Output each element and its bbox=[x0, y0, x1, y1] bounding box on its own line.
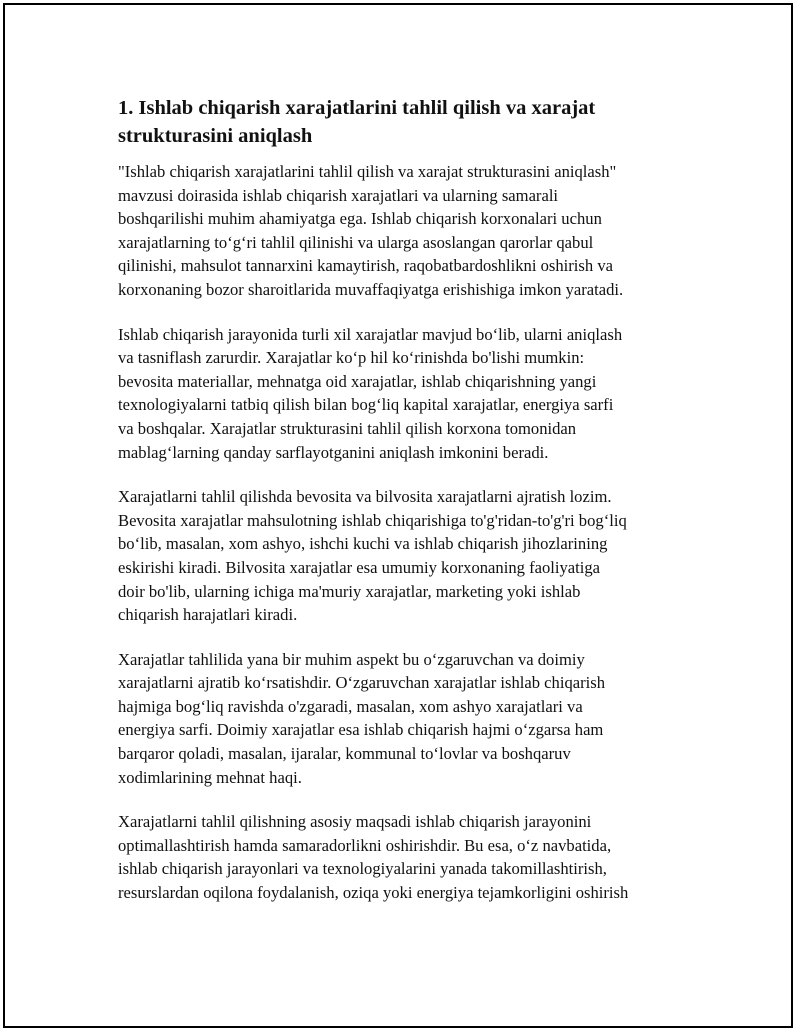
text-line: eskirishi kiradi. Bilvosita xarajatlar esa umumiy korxonaning faoliyatiga bbox=[118, 557, 601, 577]
text-line: bevosita materiallar, mehnatga oid xarajatlar, ishlab chiqarishning yangi bbox=[118, 371, 597, 391]
paragraph-1 bbox=[118, 160, 693, 302]
text-line: mavzusi doirasida ishlab chiqarish xarajatlari va ularning samarali bbox=[118, 185, 559, 205]
paragraph-2 bbox=[118, 323, 693, 465]
text-line: qilinishi, mahsulot tannarxini kamaytirish, raqobatbardoshlikni oshirish va bbox=[118, 256, 613, 276]
text-line: Xarajatlarni tahlil qilishda bevosita va bilvosita xarajatlarni ajratish lozim. bbox=[118, 487, 612, 507]
document-body bbox=[118, 94, 693, 926]
text-line: Xarajatlarni tahlil qilishning asosiy maqsadi ishlab chiqarish jarayonini bbox=[118, 812, 592, 832]
paragraph-3 bbox=[118, 485, 693, 627]
text-line: doir bo'lib, ularning ichiga ma'muriy xarajatlar, marketing yoki ishlab bbox=[118, 581, 581, 601]
text-line: Bevosita xarajatlar mahsulotning ishlab chiqarishiga to'g'ridan-to'g'ri bog‘liq bbox=[118, 510, 627, 530]
text-line: barqaror qoladi, masalan, ijaralar, kommunal to‘lovlar va boshqaruv bbox=[118, 744, 571, 764]
text-line: Ishlab chiqarish jarayonida turli xil xarajatlar mavjud bo‘lib, ularni aniqlash bbox=[118, 324, 623, 344]
text-line: energiya sarfi. Doimiy xarajatlar esa ishlab chiqarish hajmi o‘zgarsa ham bbox=[118, 720, 604, 740]
text-line: chiqarish harajatlari kiradi. bbox=[118, 605, 298, 625]
text-line: xarajatlarni ajratib ko‘rsatishdir. O‘zgaruvchan xarajatlar ishlab chiqarish bbox=[118, 673, 606, 693]
text-line: hajmiga bog‘liq ravishda o'zgaradi, masalan, xom ashyo xarajatlari va bbox=[118, 696, 583, 716]
text-line: Xarajatlar tahlilida yana bir muhim aspekt bu o‘zgaruvchan va doimiy bbox=[118, 649, 585, 669]
text-line: resurslardan oqilona foydalanish, oziqa yoki energiya tejamkorligini oshirish bbox=[118, 883, 629, 903]
paragraph-4 bbox=[118, 648, 693, 790]
title-line: strukturasini aniqlash bbox=[118, 125, 313, 147]
text-line: bo‘lib, masalan, xom ashyo, ishchi kuchi va ishlab chiqarish jihozlarining bbox=[118, 534, 608, 554]
text-line: xarajatlarning to‘g‘ri tahlil qilinishi va ularga asoslangan qarorlar qabul bbox=[118, 232, 594, 252]
text-line: va tasniflash zarurdir. Xarajatlar ko‘p hil ko‘rinishda bo'lishi mumkin: bbox=[118, 348, 585, 368]
text-line: ishlab chiqarish jarayonlari va texnologiyalarini yanada takomillashtirish, bbox=[118, 859, 607, 879]
text-line: xodimlarining mehnat haqi. bbox=[118, 767, 302, 787]
text-line: mablag‘larning qanday sarflayotganini aniqlash imkonini beradi. bbox=[118, 442, 549, 462]
text-line: texnologiyalarni tatbiq qilish bilan bog‘liq kapital xarajatlar, energiya sarfi bbox=[118, 395, 614, 415]
text-line: va boshqalar. Xarajatlar strukturasini tahlil qilish korxona tomonidan bbox=[118, 418, 577, 438]
text-line: "Ishlab chiqarish xarajatlarini tahlil qilish va xarajat strukturasini aniqlash" bbox=[118, 162, 617, 181]
section-title bbox=[118, 94, 693, 150]
title-line: 1. Ishlab chiqarish xarajatlarini tahlil qilish va xarajat bbox=[118, 97, 596, 119]
text-line: korxonaning bozor sharoitlarida muvaffaqiyatga erishishiga imkon yaratadi. bbox=[118, 279, 624, 299]
text-line: boshqarilishi muhim ahamiyatga ega. Ishlab chiqarish korxonalari uchun bbox=[118, 209, 602, 229]
paragraph-5 bbox=[118, 810, 693, 904]
text-line: optimallashtirish hamda samaradorlikni oshirishdir. Bu esa, o‘z navbatida, bbox=[118, 835, 612, 855]
